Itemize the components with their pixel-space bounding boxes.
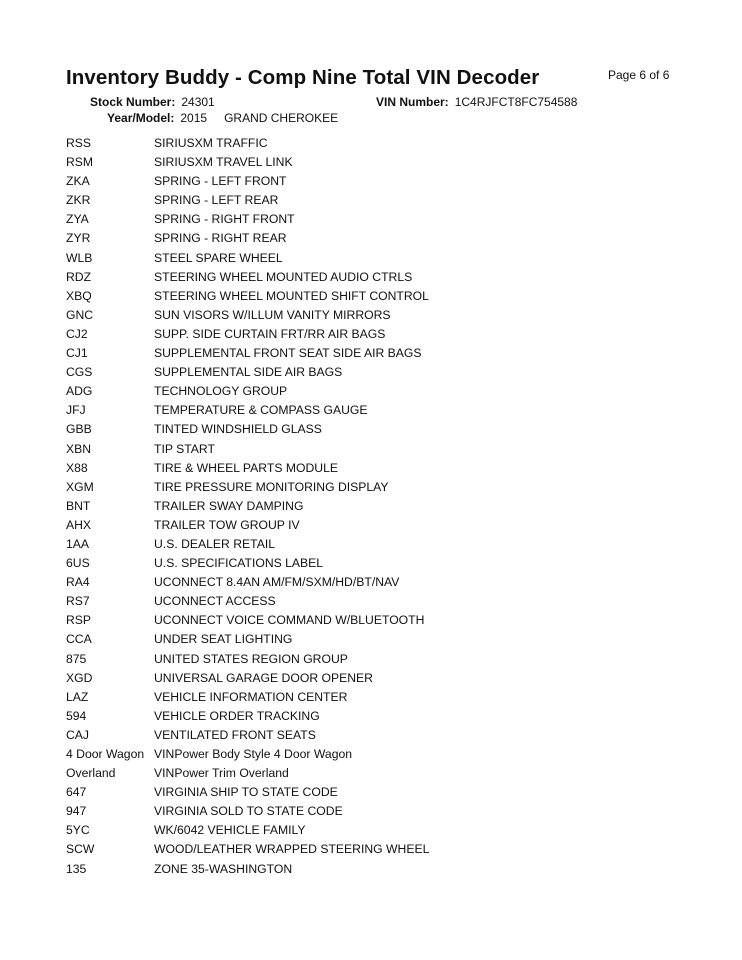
vin-number-value: 1C4RJFCT8FC754588 <box>454 95 578 109</box>
year-model-label: Year/Model: <box>107 111 175 125</box>
list-item <box>66 497 706 516</box>
option-description: UCONNECT 8.4AN AM/FM/SXM/HD/BT/NAV <box>154 575 400 590</box>
option-description: SUN VISORS W/ILLUM VANITY MIRRORS <box>154 307 391 322</box>
list-item <box>66 554 706 573</box>
option-description: TRAILER SWAY DAMPING <box>154 498 304 513</box>
option-code: RSP <box>66 613 92 628</box>
list-item <box>66 840 706 859</box>
option-code: GNC <box>66 307 94 322</box>
list-item <box>66 363 706 382</box>
option-code: 875 <box>66 651 87 666</box>
option-description: UCONNECT ACCESS <box>154 594 276 609</box>
option-code: CJ2 <box>66 326 88 341</box>
list-item <box>66 191 706 210</box>
page-title: Inventory Buddy - Comp Nine Total VIN Decoder <box>66 66 540 89</box>
list-item <box>66 516 706 535</box>
option-description: VENTILATED FRONT SEATS <box>154 727 316 742</box>
option-code: 6US <box>66 556 90 571</box>
option-code: RS7 <box>66 594 90 609</box>
stock-number-value: 24301 <box>181 95 215 109</box>
list-item <box>66 134 706 153</box>
list-item <box>66 440 706 459</box>
option-code: 594 <box>66 708 87 723</box>
option-code: ZYA <box>66 212 89 227</box>
option-code: CJ1 <box>66 346 88 361</box>
list-item <box>66 306 706 325</box>
option-description: WK/6042 VEHICLE FAMILY <box>154 823 306 838</box>
option-code: ADG <box>66 384 93 399</box>
list-item <box>66 707 706 726</box>
list-item <box>66 535 706 554</box>
option-description: TIP START <box>154 441 215 456</box>
option-description: SPRING - LEFT REAR <box>154 193 279 208</box>
option-code: XBN <box>66 441 92 456</box>
list-item <box>66 688 706 707</box>
list-item <box>66 726 706 745</box>
option-code: WLB <box>66 250 93 265</box>
option-code: ZKR <box>66 193 91 208</box>
option-description: VINPower Trim Overland <box>154 766 289 781</box>
option-code-list <box>66 134 706 879</box>
vin-number-field <box>376 95 577 109</box>
list-item <box>66 325 706 344</box>
option-description: TIRE & WHEEL PARTS MODULE <box>154 460 338 475</box>
option-description: UNIVERSAL GARAGE DOOR OPENER <box>154 670 373 685</box>
list-item <box>66 153 706 172</box>
list-item <box>66 573 706 592</box>
option-description: VEHICLE INFORMATION CENTER <box>154 689 348 704</box>
option-description: U.S. SPECIFICATIONS LABEL <box>154 556 324 571</box>
option-description: VIRGINIA SHIP TO STATE CODE <box>154 785 338 800</box>
option-code: CCA <box>66 632 92 647</box>
option-description: UNITED STATES REGION GROUP <box>154 651 348 666</box>
list-item <box>66 611 706 630</box>
option-code: 947 <box>66 804 87 819</box>
option-code: RSS <box>66 136 92 150</box>
list-item <box>66 268 706 287</box>
option-code: 135 <box>66 861 87 876</box>
stock-number-field <box>90 95 215 109</box>
list-item <box>66 821 706 840</box>
option-description: WOOD/LEATHER WRAPPED STEERING WHEEL <box>154 842 430 857</box>
year-model-field <box>107 111 338 125</box>
vin-number-label: VIN Number: <box>376 95 449 109</box>
option-description: VINPower Body Style 4 Door Wagon <box>154 747 353 761</box>
option-code: AHX <box>66 517 92 532</box>
option-code: CGS <box>66 365 93 380</box>
option-code: BNT <box>66 498 91 513</box>
option-description: SPRING - RIGHT REAR <box>154 231 287 246</box>
option-description: STEERING WHEEL MOUNTED AUDIO CTRLS <box>154 269 413 284</box>
option-code: XGD <box>66 670 93 685</box>
list-item <box>66 420 706 439</box>
option-code: 1AA <box>66 536 90 551</box>
list-item <box>66 459 706 478</box>
list-item <box>66 650 706 669</box>
option-description: ZONE 35-WASHINGTON <box>154 861 293 876</box>
option-description: SIRIUSXM TRAFFIC <box>154 136 268 150</box>
option-description: UCONNECT VOICE COMMAND W/BLUETOOTH <box>154 613 425 628</box>
option-code: XGM <box>66 479 94 494</box>
model-value: GRAND CHEROKEE <box>224 111 339 125</box>
option-code: 4 Door Wagon <box>66 747 145 761</box>
option-description: TEMPERATURE & COMPASS GAUGE <box>154 403 368 418</box>
list-item <box>66 344 706 363</box>
page-number: Page 6 of 6 <box>608 68 670 82</box>
option-code: RSM <box>66 155 94 170</box>
option-description: SUPPLEMENTAL FRONT SEAT SIDE AIR BAGS <box>154 346 422 361</box>
option-description: SPRING - LEFT FRONT <box>154 174 287 189</box>
option-description: TECHNOLOGY GROUP <box>154 384 288 399</box>
list-item <box>66 592 706 611</box>
option-code: RDZ <box>66 269 92 284</box>
option-code: 5YC <box>66 823 90 838</box>
list-item <box>66 764 706 783</box>
option-code: SCW <box>66 842 95 857</box>
list-item <box>66 745 706 764</box>
list-item <box>66 172 706 191</box>
list-item <box>66 478 706 497</box>
option-code: LAZ <box>66 689 89 704</box>
option-description: TRAILER TOW GROUP IV <box>154 517 300 532</box>
list-item <box>66 630 706 649</box>
option-code: ZKA <box>66 174 90 189</box>
option-description: TINTED WINDSHIELD GLASS <box>154 422 322 437</box>
option-description: VEHICLE ORDER TRACKING <box>154 708 320 723</box>
option-code: ZYR <box>66 231 91 246</box>
list-item <box>66 229 706 248</box>
option-description: UNDER SEAT LIGHTING <box>154 632 293 647</box>
option-description: SPRING - RIGHT FRONT <box>154 212 295 227</box>
option-code: JFJ <box>66 403 86 418</box>
list-item <box>66 669 706 688</box>
list-item <box>66 401 706 420</box>
option-code: RA4 <box>66 575 90 590</box>
list-item <box>66 382 706 401</box>
option-code: Overland <box>66 766 116 781</box>
option-code: CAJ <box>66 727 90 742</box>
option-code: X88 <box>66 460 88 475</box>
list-item <box>66 287 706 306</box>
option-code: 647 <box>66 785 87 800</box>
year-value: 2015 <box>180 111 208 125</box>
option-description: SUPPLEMENTAL SIDE AIR BAGS <box>154 365 343 380</box>
list-item <box>66 783 706 802</box>
list-item <box>66 860 706 879</box>
option-description: STEERING WHEEL MOUNTED SHIFT CONTROL <box>154 288 429 303</box>
option-code: XBQ <box>66 288 92 303</box>
list-item <box>66 210 706 229</box>
list-item <box>66 249 706 268</box>
option-description: VIRGINIA SOLD TO STATE CODE <box>154 804 343 819</box>
stock-number-label: Stock Number: <box>90 95 176 109</box>
option-description: SUPP. SIDE CURTAIN FRT/RR AIR BAGS <box>154 326 386 341</box>
option-description: SIRIUSXM TRAVEL LINK <box>154 155 293 170</box>
list-item <box>66 802 706 821</box>
option-description: U.S. DEALER RETAIL <box>154 536 276 551</box>
option-description: TIRE PRESSURE MONITORING DISPLAY <box>154 479 389 494</box>
option-description: STEEL SPARE WHEEL <box>154 250 283 265</box>
option-code: GBB <box>66 422 92 437</box>
